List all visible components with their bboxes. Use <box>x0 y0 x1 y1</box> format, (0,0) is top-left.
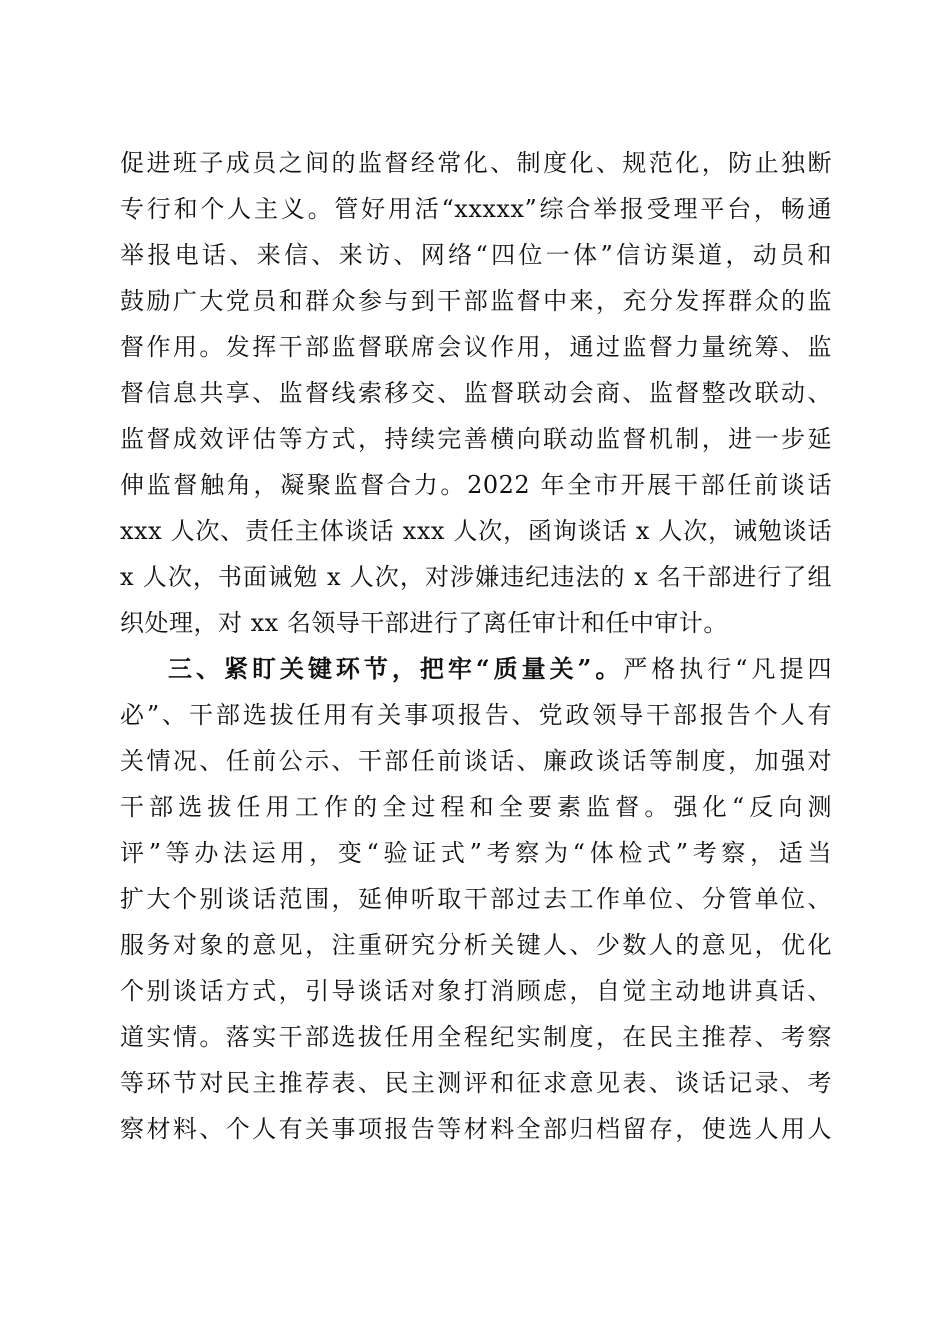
section-heading-line <box>120 646 832 692</box>
text-line: 举报电话、来信、来访、网络“四位一体”信访渠道，动员和 <box>120 241 832 269</box>
text-line: 必”、干部选拔任用有关事项报告、党政领导干部报告个人有 <box>120 701 832 729</box>
text-line: 关情况、任前公示、干部任前谈话、廉政谈话等制度，加强对 <box>120 747 832 775</box>
text-line: 监督成效评估等方式，持续完善横向联动监督机制，进一步延 <box>120 425 832 453</box>
text-line: 个别谈话方式，引导谈话对象打消顾虑，自觉主动地讲真话、 <box>120 977 832 1005</box>
section-heading: 三、紧盯关键环节，把牢“质量关”。 <box>168 654 624 683</box>
text-line: 等环节对民主推荐表、民主测评和征求意见表、谈话记录、考 <box>120 1069 832 1097</box>
text-line: 督信息共享、监督线索移交、监督联动会商、监督整改联动、 <box>120 379 832 407</box>
text-line: 织处理，对 xx 名领导干部进行了离任审计和任中审计。 <box>120 609 728 637</box>
text-line: 促进班子成员之间的监督经常化、制度化、规范化，防止独断 <box>120 149 832 177</box>
text-line: xxx 人次、责任主体谈话 xxx 人次，函询谈话 x 人次，诫勉谈话 <box>120 517 832 545</box>
text-line: 服务对象的意见，注重研究分析关键人、少数人的意见，优化 <box>120 931 832 959</box>
text-line: 评”等办法运用，变“验证式”考察为“体检式”考察，适当 <box>120 839 832 867</box>
text-line: 伸监督触角，凝聚监督合力。2022 年全市开展干部任前谈话 <box>120 471 832 499</box>
text-line: 扩大个别谈话范围，延伸听取干部过去工作单位、分管单位、 <box>120 885 832 913</box>
text-line-rest: 严格执行“凡提四 <box>623 655 832 683</box>
text-line: 专行和个人主义。管好用活“xxxxx”综合举报受理平台，畅通 <box>120 195 832 223</box>
text-line: 督作用。发挥干部监督联席会议作用，通过监督力量统筹、监 <box>120 333 832 361</box>
text-line: x 人次，书面诫勉 x 人次，对涉嫌违纪违法的 x 名干部进行了组 <box>120 563 832 591</box>
text-line: 察材料、个人有关事项报告等材料全部归档留存，使选人用人 <box>120 1115 832 1143</box>
document-body <box>120 140 832 1152</box>
text-line: 道实情。落实干部选拔任用全程纪实制度，在民主推荐、考察 <box>120 1023 832 1051</box>
text-line: 干部选拔任用工作的全过程和全要素监督。强化“反向测 <box>120 793 832 821</box>
text-line: 鼓励广大党员和群众参与到干部监督中来，充分发挥群众的监 <box>120 287 832 315</box>
